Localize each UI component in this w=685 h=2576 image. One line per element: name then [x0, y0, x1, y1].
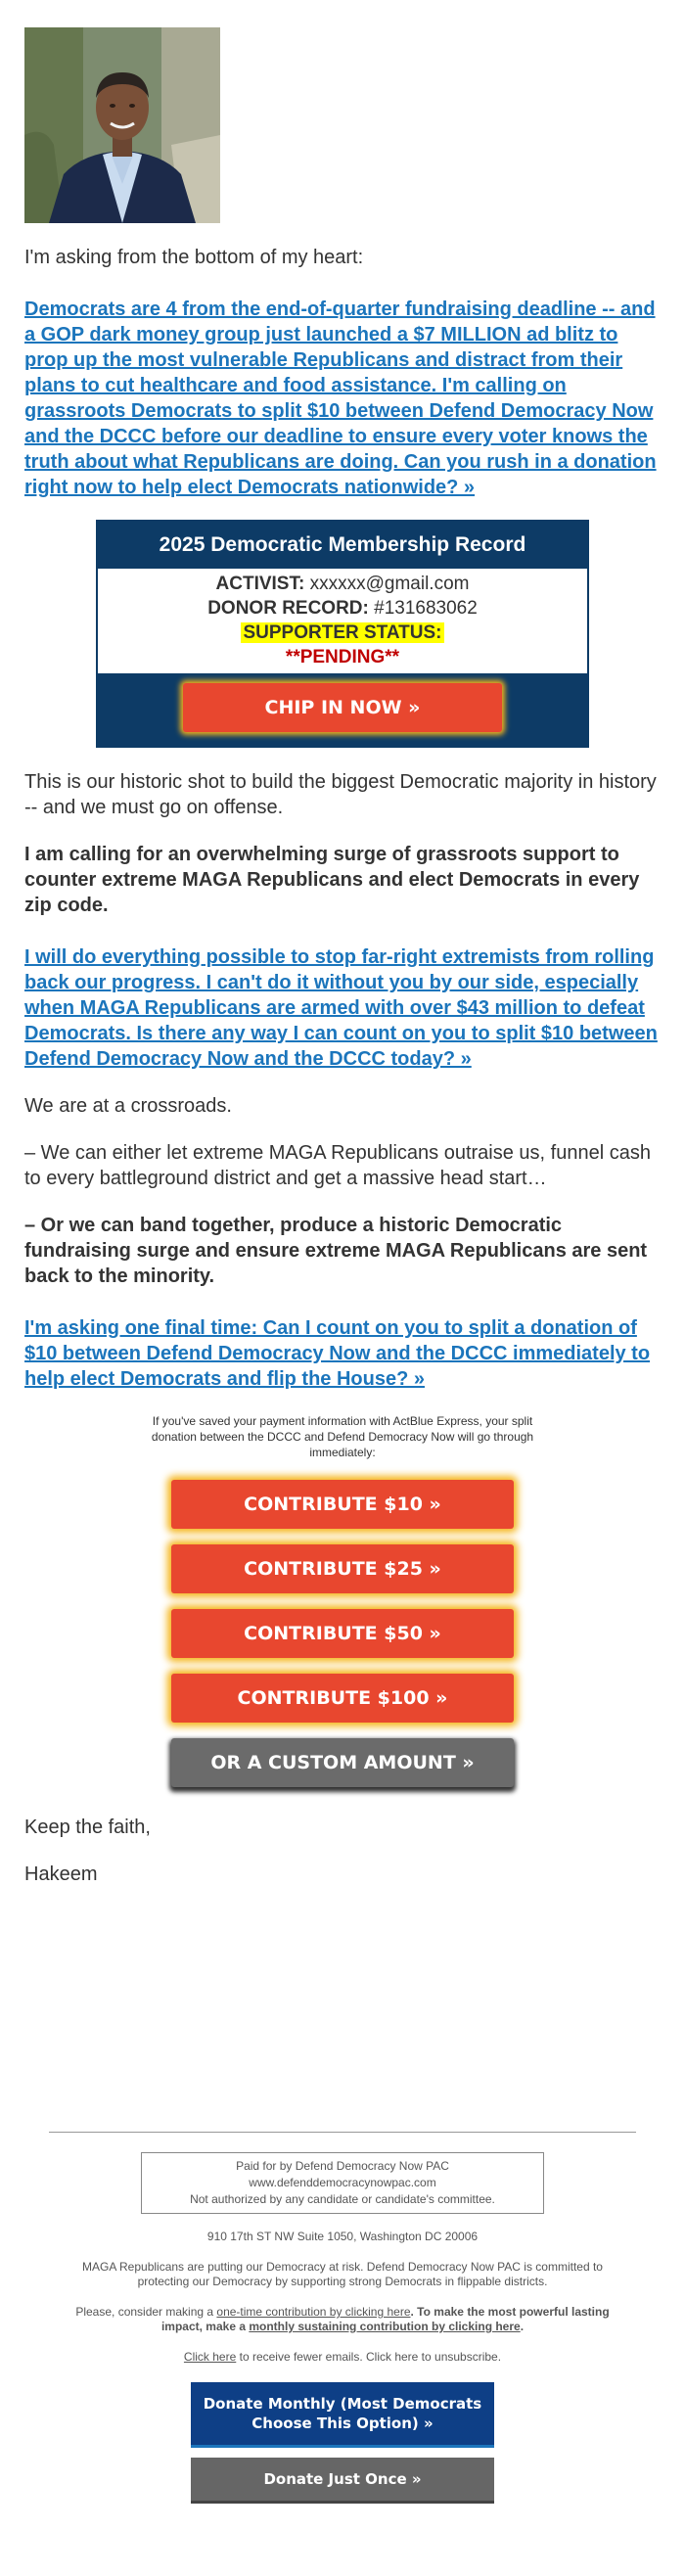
- activist-value: xxxxxx@gmail.com: [309, 574, 470, 594]
- hero-photo: [24, 27, 220, 223]
- intro-text: I'm asking from the bottom of my heart:: [24, 247, 364, 268]
- record-title: 2025 Democratic Membership Record: [159, 533, 526, 556]
- fewer-emails-link[interactable]: Click here: [183, 2350, 237, 2364]
- paid-for-line: Paid for by Defend Democracy Now PAC: [236, 2159, 449, 2173]
- status-badge: **PENDING**: [285, 647, 400, 667]
- para-historic-shot: This is our historic shot to build the biggest Democratic majority in history -- and we must go on offense.: [24, 771, 657, 818]
- para-option-two: – Or we can band together, produce a historic Democratic fundraising surge and ensure extreme MAGA Republicans are sent back to the minority.: [24, 1215, 648, 1287]
- contribute-50-button[interactable]: CONTRIBUTE $50 »: [171, 1609, 514, 1658]
- closing-text: Keep the faith,: [24, 1817, 151, 1838]
- consider-end: .: [520, 2320, 525, 2333]
- membership-record-box: [96, 520, 589, 748]
- activist-label: ACTIVIST:: [215, 574, 305, 594]
- consider-mid: . To make the most powerful lasting impact, make a: [160, 2305, 610, 2333]
- one-time-link[interactable]: one-time contribution by clicking here: [216, 2305, 411, 2319]
- fewer-emails-text: [59, 2350, 626, 2365]
- contribute-100-button[interactable]: CONTRIBUTE $100 »: [171, 1674, 514, 1723]
- fewer-emails-rest: to receive fewer emails. Click here to unsubscribe.: [236, 2350, 502, 2364]
- monthly-link[interactable]: monthly sustaining contribution by clicking here: [249, 2320, 521, 2333]
- donor-label: DONOR RECORD:: [207, 598, 369, 619]
- final-ask-link[interactable]: I'm asking one final time: Can I count on you to split a donation of $10 between Defend Democracy Now and the DCCC immediately to help elect Democrats and flip the House? »: [24, 1317, 651, 1390]
- custom-amount-button[interactable]: OR A CUSTOM AMOUNT »: [171, 1738, 514, 1787]
- para-calling-surge: I am calling for an overwhelming surge of grassroots support to counter extreme MAGA Republicans and elect Democrats in every zip code.: [24, 844, 640, 916]
- consider-text: [59, 2305, 626, 2334]
- record-footer: [98, 673, 587, 746]
- paid-for-disclaimer: [141, 2152, 544, 2214]
- website-line: www.defenddemocracynowpac.com: [249, 2176, 436, 2189]
- status-value-row: [98, 645, 587, 669]
- record-body: [98, 569, 587, 673]
- split-donation-link[interactable]: I will do everything possible to stop far-right extremists from rolling back our progress. I can't do it without you by our side, especially when MAGA Republicans are armed with over $43 million to defeat Democrats. Is there any way I can count on you to split $10 between Defend Democracy Now and the DCCC today? »: [24, 946, 658, 1070]
- address-line: 910 17th ST NW Suite 1050, Washington DC 20006: [206, 2230, 479, 2243]
- donor-row: [98, 596, 587, 621]
- contribute-10-button[interactable]: CONTRIBUTE $10 »: [171, 1480, 514, 1529]
- not-authorized-line: Not authorized by any candidate or candidate's committee.: [190, 2192, 495, 2206]
- mission-text: MAGA Republicans are putting our Democracy at risk. Defend Democracy Now PAC is committed to protecting our Democracy by supporting strong Democrats in flippable districts.: [82, 2260, 603, 2288]
- signature: Hakeem: [24, 1863, 98, 1885]
- activist-row: [98, 572, 587, 596]
- actblue-express-note: If you've saved your payment information with ActBlue Express, your split donation between the DCCC and Defend Democracy Now will go through immediately:: [151, 1414, 534, 1459]
- portrait-illustration: [24, 27, 220, 223]
- donor-value: #131683062: [374, 598, 478, 619]
- contribute-button-group: [24, 1480, 661, 1787]
- status-row: [98, 621, 587, 645]
- consider-prefix: Please, consider making a: [75, 2305, 217, 2319]
- para-crossroads: We are at a crossroads.: [24, 1095, 232, 1117]
- status-label: SUPPORTER STATUS:: [243, 622, 442, 643]
- contribute-25-button[interactable]: CONTRIBUTE $25 »: [171, 1544, 514, 1593]
- email-footer: [0, 2132, 685, 2504]
- lead-donate-link[interactable]: Democrats are 4 from the end-of-quarter fundraising deadline -- and a GOP dark money group just launched a $7 MILLION ad blitz to prop up the most vulnerable Republicans and distract from their plans to cut healthcare and food assistance. I'm calling on grassroots Democrats to split $10 between Defend Democracy Now and the DCCC before our deadline to ensure every voter knows the truth about what Republicans are doing. Can you rush in a donation right now to help elect Democrats nationwide? »: [24, 299, 657, 498]
- chip-in-button[interactable]: CHIP IN NOW »: [183, 683, 502, 732]
- donate-monthly-button[interactable]: Donate Monthly (Most Democrats Choose This Option) »: [191, 2382, 494, 2448]
- para-option-one: – We can either let extreme MAGA Republicans outraise us, funnel cash to every battleground district and get a massive head start…: [24, 1142, 651, 1189]
- donate-once-button[interactable]: Donate Just Once »: [191, 2458, 494, 2504]
- footer-divider: [49, 2132, 636, 2133]
